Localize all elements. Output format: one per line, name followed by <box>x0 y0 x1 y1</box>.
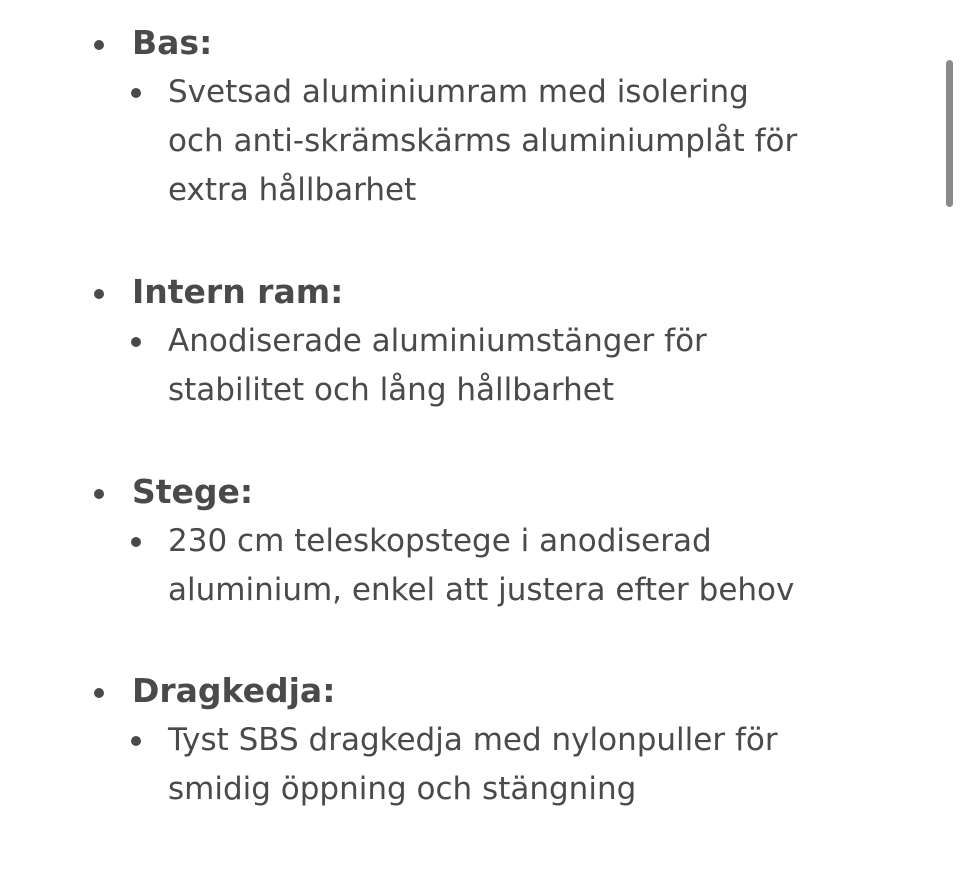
description-line: Anodiserade aluminiumstänger för <box>168 323 707 359</box>
spec-description <box>168 68 888 215</box>
spec-heading: Intern ram: <box>132 272 344 311</box>
description-line: Tyst SBS dragkedja med nylonpuller för <box>168 722 778 758</box>
vertical-scrollbar[interactable] <box>946 60 953 207</box>
bullet-icon <box>94 688 104 698</box>
spec-description <box>168 317 888 415</box>
bullet-icon <box>131 736 141 746</box>
spec-heading: Bas: <box>132 23 213 62</box>
description-line: Svetsad aluminiumram med isolering <box>168 74 749 110</box>
spec-description <box>168 517 888 615</box>
description-line: och anti-skrämskärms aluminiumplåt för <box>168 123 798 159</box>
description-line: stabilitet och lång hållbarhet <box>168 372 614 408</box>
bullet-icon <box>131 337 141 347</box>
bullet-icon <box>94 40 104 50</box>
bullet-icon <box>94 489 104 499</box>
description-line: 230 cm teleskopstege i anodiserad <box>168 523 712 559</box>
description-line: extra hållbarhet <box>168 172 417 208</box>
spec-heading: Stege: <box>132 472 254 511</box>
description-line: smidig öppning och stängning <box>168 771 637 807</box>
spec-heading: Dragkedja: <box>132 671 336 710</box>
bullet-icon <box>94 289 104 299</box>
description-line: aluminium, enkel att justera efter behov <box>168 572 795 608</box>
bullet-icon <box>131 537 141 547</box>
spec-description <box>168 716 888 814</box>
bullet-icon <box>131 88 141 98</box>
